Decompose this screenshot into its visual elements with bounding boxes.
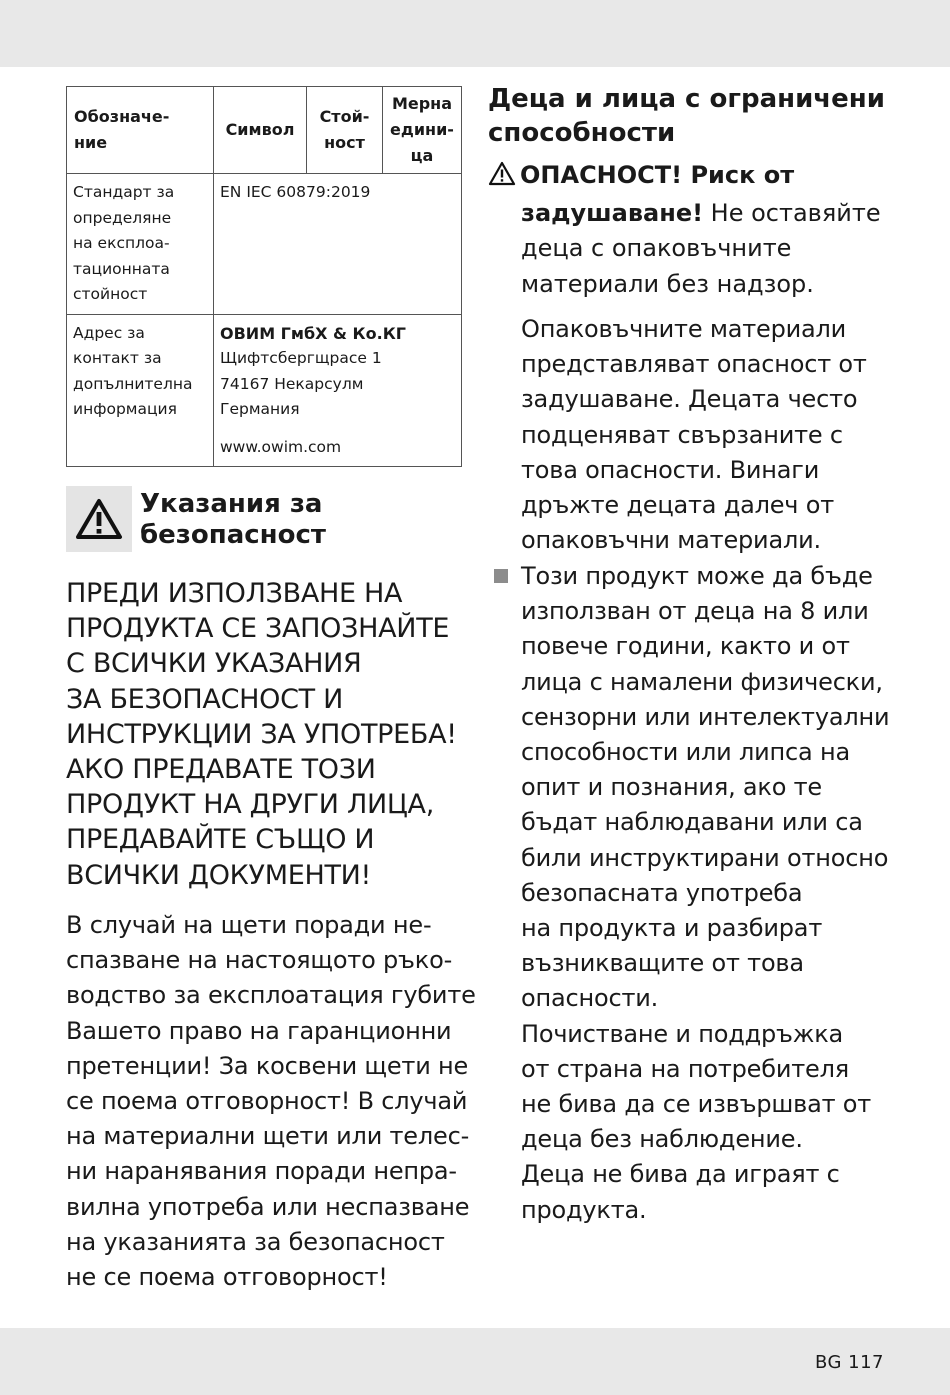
- children-heading: Деца и лица с ограничени способности: [488, 84, 885, 148]
- address-line: Щифтсбергщрасе 1: [220, 349, 382, 367]
- table-header: Мерна едини- ца: [383, 87, 462, 174]
- footer-band: [0, 1328, 950, 1395]
- table-row: [67, 314, 462, 467]
- table-cell-label: Стандарт за определяне на експлоа- тационната стойност: [67, 174, 214, 315]
- table-row: [67, 174, 462, 315]
- table-cell-value: EN IEC 60879:2019: [214, 174, 462, 315]
- table-header: Обозначе- ние: [67, 87, 214, 174]
- address-line: 74167 Некарсулм: [220, 374, 364, 393]
- company-name: ОВИМ ГмбХ & Ко.КГ: [220, 323, 406, 343]
- header-band: [0, 0, 950, 67]
- address-line: Германия: [220, 400, 300, 418]
- table-header: Стой- ност: [307, 87, 383, 174]
- table-cell-value: [214, 314, 462, 467]
- caps-warning-text: ПРЕДИ ИЗПОЛЗВАНЕ НА ПРОДУКТА СЕ ЗАПОЗНАЙТЕ С ВСИЧКИ УКАЗАНИЯ ЗА БЕЗОПАСНОСТ И ИНСТРУКЦИИ ЗА УПОТРЕБА! АКО ПРЕДАВАТЕ ТОЗИ ПРОДУКТ НА ДРУГИ ЛИЦА, ПРЕДАВАЙТЕ СЪЩО И ВСИЧКИ ДОКУМЕНТИ!: [66, 578, 457, 891]
- danger-notice: ОПАСНОСТ! Риск от задушаване! Не оставяйте деца с опаковъчните материали без надзор.: [488, 158, 908, 302]
- danger-triangle-icon: [488, 161, 516, 196]
- safety-title: Указания за безопасност: [140, 489, 326, 550]
- warning-triangle-icon: [66, 486, 132, 552]
- danger-label: ОПАСНОСТ! Риск от: [520, 161, 795, 189]
- table-header-row: [67, 87, 462, 174]
- warranty-paragraph: В случай на щети поради не- спазване на настоящото ръко- водство за експлоатация губите Вашето право на гаранционни претенции! За косвени щети не се поема отговорност! В случай на материални щети или телес- ни наранявания поради непра- вилна употреба или неспазване на указанията за безопасност не се поема отговорност!: [66, 911, 476, 1292]
- bullet-square-icon: [494, 569, 508, 583]
- table-header: Символ: [214, 87, 307, 174]
- table-cell-label: Адрес за контакт за допълнителна информация: [67, 314, 214, 467]
- page-number: BG 117: [814, 1352, 884, 1373]
- spec-table: [66, 86, 462, 467]
- website-link[interactable]: www.owim.com: [220, 437, 342, 456]
- packaging-paragraph: Опаковъчните материали представляват опасност от задушаване. Децата често подценяват свързаните с това опасности. Винаги дръжте децата далеч от опаковъчни материали.: [521, 315, 867, 555]
